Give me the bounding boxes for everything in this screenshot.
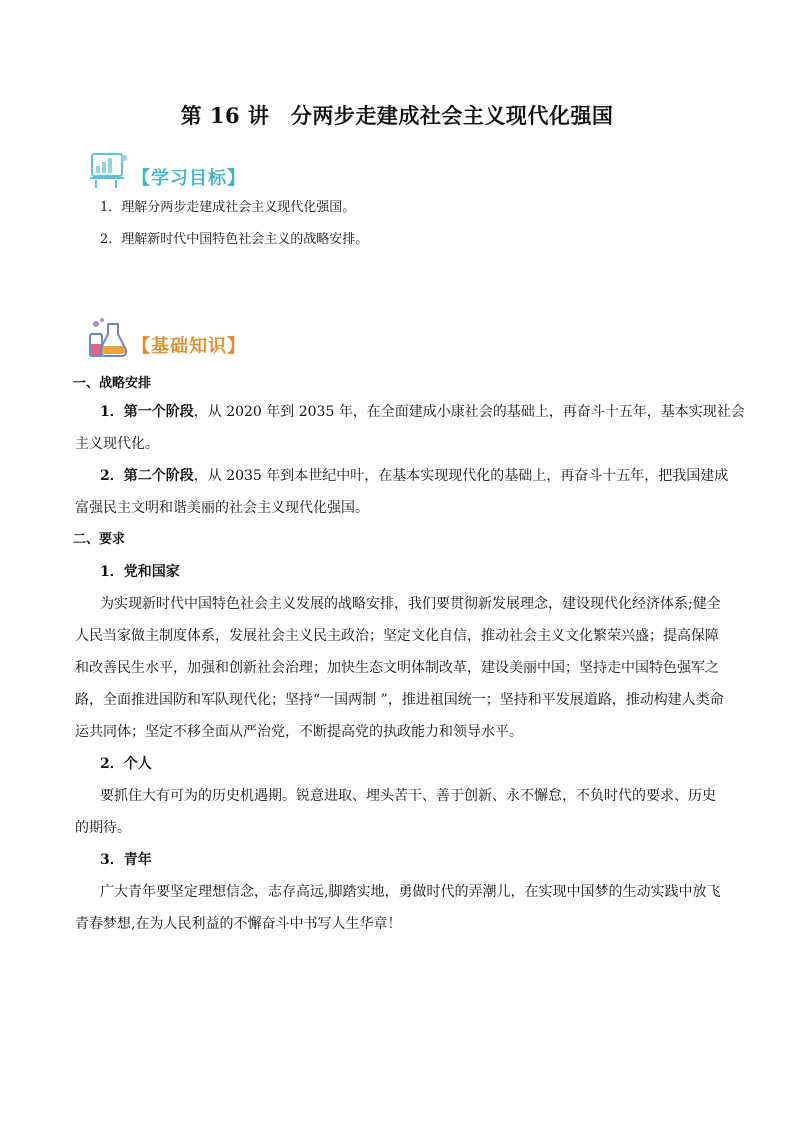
stage-2-number: 2．	[100, 468, 124, 484]
paragraph-stage-1-line-2: 主义现代化。	[75, 436, 159, 452]
party-state-line-5: 运共同体；坚定不移全面从严治党，不断提高党的执政能力和领导水平。	[75, 724, 523, 740]
party-state-line-1: 为实现新时代中国特色社会主义发展的战略安排，我们要贯彻新发展理念，建设现代化经济体系;健全	[100, 596, 721, 612]
youth-line-1: 广大青年要坚定理想信念，志存高远,脚踏实地，勇做时代的弄潮儿，在实现中国梦的生动实践中放飞	[100, 884, 721, 900]
presentation-board-icon	[86, 148, 130, 192]
subheading-party-state: 1．党和国家	[100, 564, 180, 580]
page-title: 第 16 讲 分两步走建成社会主义现代化强国	[180, 103, 614, 128]
stage-1-text: ，从 2020 年到 2035 年，在全面建成小康社会的基础上，再奋斗十五年，基本实现社会	[193, 404, 745, 420]
subheading-individual: 2．个人	[100, 756, 152, 772]
paragraph-stage-2-line-1	[100, 466, 750, 486]
subheading-youth: 3．青年	[100, 852, 152, 868]
flask-icon	[86, 316, 130, 360]
basic-knowledge-header: 【基础知识】	[132, 336, 246, 357]
party-state-line-2: 人民当家做主制度体系，发展社会主义民主政治；坚定文化自信，推动社会主义文化繁荣兴盛；提高保障	[75, 628, 719, 644]
individual-line-1: 要抓住大有可为的历史机遇期。锐意进取、埋头苦干、善于创新、永不懈怠，不负时代的要求、历史	[100, 788, 716, 804]
goal-item-2: 2．理解新时代中国特色社会主义的战略安排。	[100, 232, 369, 247]
section-heading-requirements: 二、要求	[73, 532, 126, 547]
party-state-line-3: 和改善民生水平，加强和创新社会治理；加快生态文明体制改革，建设美丽中国；坚持走中国特色强军之	[75, 660, 719, 676]
party-state-line-4: 路，全面推进国防和军队现代化；坚持“一国两制 ”，推进祖国统一；坚持和平发展道路，推动构建人类命	[75, 692, 724, 708]
individual-line-2: 的期待。	[75, 820, 131, 836]
basic-knowledge-banner	[86, 314, 246, 360]
paragraph-stage-2-line-2: 富强民主文明和谐美丽的社会主义现代化强国。	[75, 500, 369, 516]
goal-item-1: 1．理解分两步走建成社会主义现代化强国。	[100, 200, 356, 215]
learning-goals-banner	[86, 146, 246, 192]
stage-1-number: 1．	[100, 404, 124, 420]
stage-2-text: ，从 2035 年到本世纪中叶，在基本实现现代化的基础上，再奋斗十五年，把我国建成	[193, 468, 729, 484]
youth-line-2: 青春梦想,在为人民利益的不懈奋斗中书写人生华章！	[75, 916, 402, 932]
stage-2-label: 第二个阶段	[123, 468, 194, 484]
section-heading-strategy: 一、战略安排	[73, 376, 152, 391]
learning-goals-header: 【学习目标】	[132, 168, 246, 189]
stage-1-label: 第一个阶段	[123, 404, 194, 420]
paragraph-stage-1-line-1	[100, 402, 750, 422]
